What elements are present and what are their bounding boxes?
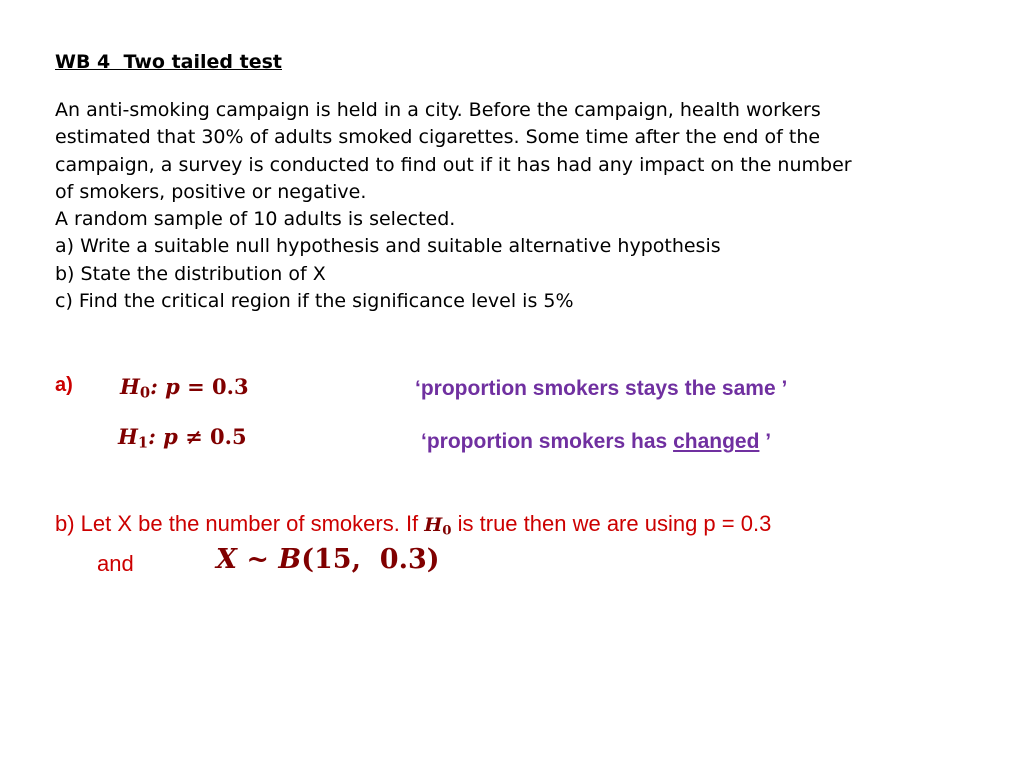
question-part-a: a) Write a suitable null hypothesis and suitable alternative hypothesis [55,235,721,258]
worksheet-title: WB 4 Two tailed test [55,51,282,73]
alternative-note-emphasis: changed [673,430,760,453]
distribution-family: B [278,544,302,575]
answer-b-h0-symbol: H [424,514,443,536]
null-hypothesis-relation: : p = [150,374,213,399]
answer-b-h0-subscript: 0 [442,523,452,539]
answer-b-and: and [97,551,134,576]
alternative-hypothesis [118,424,247,452]
answer-b-h0 [424,514,452,539]
answer-b-line [55,511,771,537]
null-hypothesis-symbol: H [120,374,140,399]
sample-size-line: A random sample of 10 adults is selected. [55,208,456,231]
distribution-open-paren: ( [301,544,314,575]
question-line: estimated that 30% of adults smoked cigarettes. Some time after the end of the [55,126,821,149]
question-part-c: c) Find the critical region if the significance level is 5% [55,290,574,313]
null-hypothesis-note: ‘proportion smokers stays the same ’ [415,377,788,400]
alternative-hypothesis-note [421,430,771,454]
distribution-separator: , [351,544,380,575]
answer-a-label: a) [55,374,73,396]
null-hypothesis-subscript: 0 [139,384,151,402]
answer-b-suffix: is true then we are using p = 0.3 [451,511,772,536]
alternative-hypothesis-value: 0.5 [210,424,247,449]
null-hypothesis-value: 0.3 [212,374,249,399]
alternative-hypothesis-symbol: H [118,424,138,449]
alternative-note-suffix: ’ [759,430,772,453]
alternative-hypothesis-subscript: 1 [137,434,149,452]
alternative-note-prefix: ‘proportion smokers has [421,430,674,453]
distribution-close-paren: ) [426,544,440,575]
question-line: campaign, a survey is conducted to find out if it has had any impact on the number [55,153,852,176]
answer-b-prefix: b) Let X be the number of smokers. If [55,511,425,536]
question-part-b: b) State the distribution of X [55,262,326,285]
question-line: An anti-smoking campaign is held in a city. Before the campaign, health workers [55,99,821,121]
question-text [55,97,955,315]
distribution-n: 15 [314,544,352,575]
distribution-tilde: ~ [236,544,279,575]
distribution-p: 0.3 [379,544,427,575]
distribution-variable: X [216,544,237,575]
binomial-distribution [216,544,440,575]
null-hypothesis [120,374,249,402]
alternative-hypothesis-relation: : p ≠ [148,424,211,449]
question-line: of smokers, positive or negative. [55,180,367,203]
